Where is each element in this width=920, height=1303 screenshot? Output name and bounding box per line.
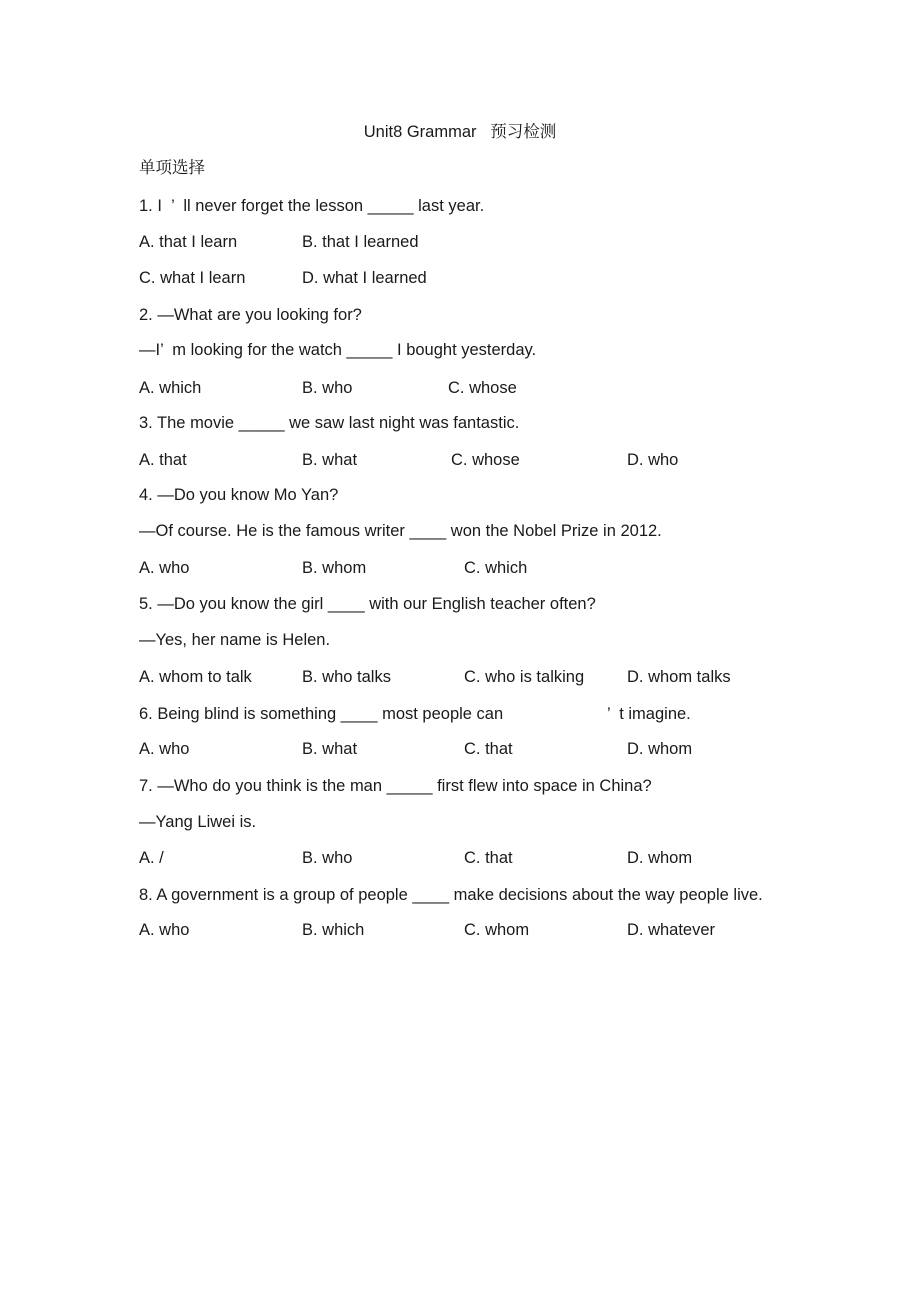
question-1-option-b: B. that I learned [302, 233, 419, 251]
question-8-option-b: B. which [302, 921, 365, 939]
question-5-option-b: B. who talks [302, 668, 391, 686]
question-4-option-a: A. who [139, 559, 190, 577]
question-4-option-b: B. whom [302, 559, 367, 577]
question-6-option-c: C. that [464, 740, 513, 758]
section-heading: 单项选择 [139, 159, 205, 177]
question-1-stem: 1. I ’ ll never forget the lesson _____ last year. [139, 197, 485, 215]
question-6-stem: 6. Being blind is something ____ most people can [139, 705, 504, 723]
question-1-option-d: D. what I learned [302, 269, 427, 287]
question-5-option-c: C. who is talking [464, 668, 585, 686]
question-8-option-c: C. whom [464, 921, 530, 939]
question-3-option-c: C. whose [451, 451, 520, 469]
question-6-stem-tail: ’ t imagine. [607, 705, 691, 723]
question-5-option-d: D. whom talks [627, 668, 731, 686]
question-3-option-d: D. who [627, 451, 679, 469]
question-7-option-c: C. that [464, 849, 513, 867]
question-7-option-d: D. whom [627, 849, 693, 867]
question-2-option-a: A. which [139, 379, 202, 397]
question-4-reply: —Of course. He is the famous writer ____ won the Nobel Prize in 2012. [139, 522, 662, 540]
question-6-option-a: A. who [139, 740, 190, 758]
question-7-option-a: A. / [139, 849, 164, 867]
question-2-option-c: C. whose [448, 379, 517, 397]
question-7-stem: 7. —Who do you think is the man _____ first flew into space in China? [139, 777, 652, 795]
question-2-option-b: B. who [302, 379, 353, 397]
question-8-stem: 8. A government is a group of people ____ make decisions about the way people live. [139, 886, 763, 904]
question-6-option-d: D. whom [627, 740, 693, 758]
question-7-reply: —Yang Liwei is. [139, 813, 257, 831]
question-4-stem: 4. —Do you know Mo Yan? [139, 486, 339, 504]
question-3-stem: 3. The movie _____ we saw last night was fantastic. [139, 414, 520, 432]
question-5-stem: 5. —Do you know the girl ____ with our English teacher often? [139, 595, 596, 613]
question-3-option-b: B. what [302, 451, 358, 469]
question-5-reply: —Yes, her name is Helen. [139, 631, 331, 649]
question-2-reply: —I’ m looking for the watch _____ I bought yesterday. [139, 341, 537, 359]
question-1-option-a: A. that I learn [139, 233, 238, 251]
question-1-option-c: C. what I learn [139, 269, 246, 287]
page-title: Unit8 Grammar 预习检测 [363, 123, 557, 141]
question-5-option-a: A. whom to talk [139, 668, 252, 686]
question-8-option-a: A. who [139, 921, 190, 939]
question-2-stem: 2. —What are you looking for? [139, 306, 362, 324]
question-3-option-a: A. that [139, 451, 187, 469]
question-7-option-b: B. who [302, 849, 353, 867]
question-8-option-d: D. whatever [627, 921, 716, 939]
question-4-option-c: C. which [464, 559, 528, 577]
question-6-option-b: B. what [302, 740, 358, 758]
